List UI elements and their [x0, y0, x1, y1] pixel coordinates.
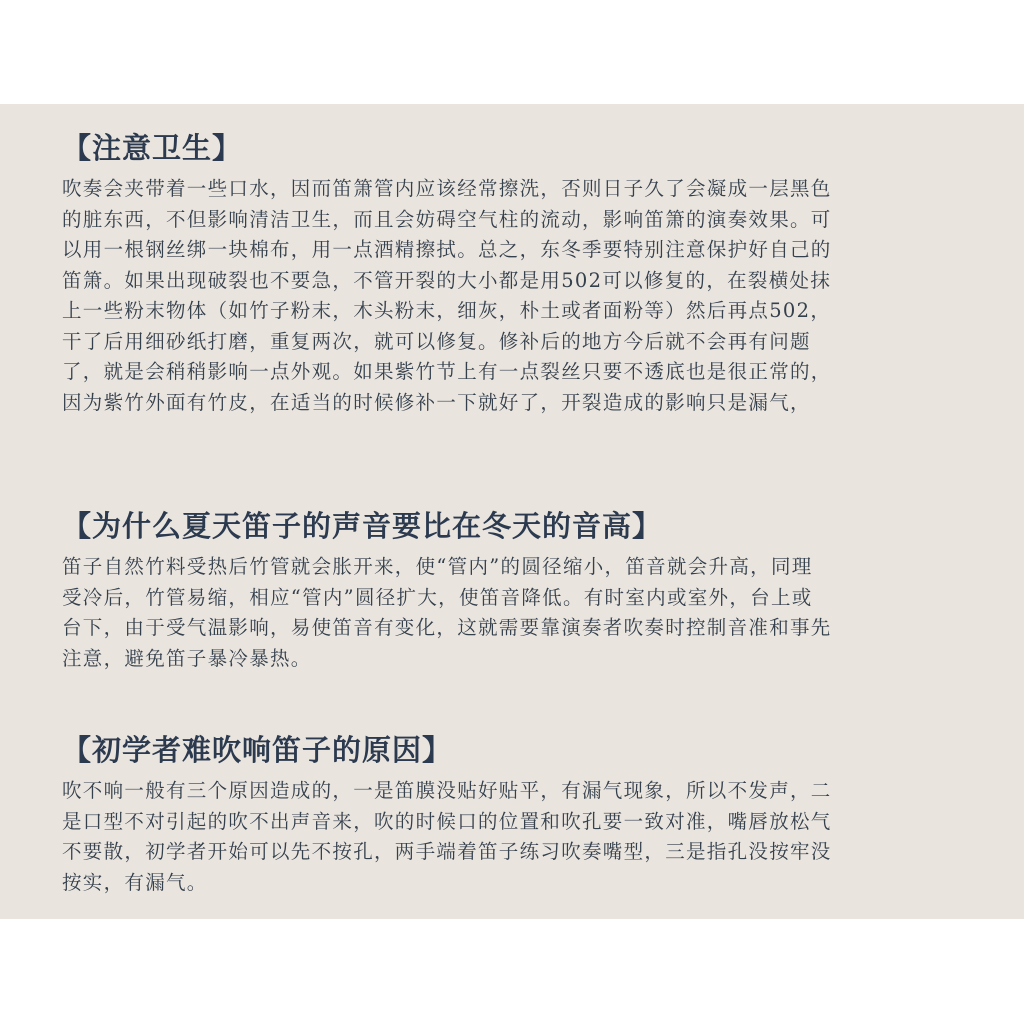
body-line: 的脏东西，不但影响清洁卫生，而且会妨碍空气柱的流动，影响笛箫的演奏效果。可 — [62, 207, 832, 231]
body-line: 按实，有漏气。 — [62, 870, 208, 894]
body-line: 因为紫竹外面有竹皮，在适当的时候修补一下就好了，开裂造成的影响只是漏气， — [62, 390, 811, 414]
section-body — [62, 552, 976, 674]
body-line: 了，就是会稍稍影响一点外观。如果紫竹节上有一点裂丝只要不透底也是很正常的， — [62, 360, 832, 383]
body-line: 吹奏会夹带着一些口水，因而笛箫管内应该经常擦洗，否则日子久了会凝成一层黑色 — [62, 177, 832, 200]
body-line: 以用一根钢丝绑一块棉布，用一点酒精擦拭。总之，东冬季要特别注意保护好自己的 — [62, 238, 832, 261]
section-heading: 【注意卫生】 — [62, 131, 243, 165]
body-line: 不要散，初学者开始可以先不按孔，两手端着笛子练习吹奏嘴型，三是指孔没按牢没 — [62, 840, 832, 863]
section-heading: 【为什么夏天笛子的声音要比在冬天的音高】 — [62, 509, 663, 543]
body-line: 上一些粉末物体（如竹子粉末，木头粉末，细灰，朴土或者面粉等）然后再点502， — [62, 299, 832, 322]
body-line: 台下，由于受气温影响，易使笛音有变化，这就需要靠演奏者吹奏时控制音准和事先 — [62, 616, 832, 639]
body-line: 注意，避免笛子暴冷暴热。 — [62, 646, 312, 670]
body-line: 受冷后，竹管易缩，相应“管内”圆径扩大，使笛音降低。有时室内或室外，台上或 — [62, 585, 813, 609]
body-line: 笛子自然竹料受热后竹管就会胀开来，使“管内”的圆径缩小，笛音就会升高，同理 — [62, 555, 813, 578]
section-body — [62, 174, 976, 418]
content-panel — [0, 104, 1024, 919]
section-hygiene — [62, 128, 976, 418]
section-heading: 【初学者难吹响笛子的原因】 — [62, 733, 453, 767]
section-summer-pitch — [62, 506, 976, 674]
body-line: 是口型不对引起的吹不出声音来，吹的时候口的位置和吹孔要一致对准，嘴唇放松气 — [62, 809, 832, 833]
section-body — [62, 776, 976, 898]
body-line: 干了后用细砂纸打磨，重复两次，就可以修复。修补后的地方今后就不会再有问题 — [62, 329, 811, 353]
section-beginner-difficulty — [62, 730, 976, 898]
body-line: 吹不响一般有三个原因造成的，一是笛膜没贴好贴平，有漏气现象，所以不发声，二 — [62, 779, 832, 802]
body-line: 笛箫。如果出现破裂也不要急，不管开裂的大小都是用502可以修复的，在裂横处抹 — [62, 268, 832, 292]
